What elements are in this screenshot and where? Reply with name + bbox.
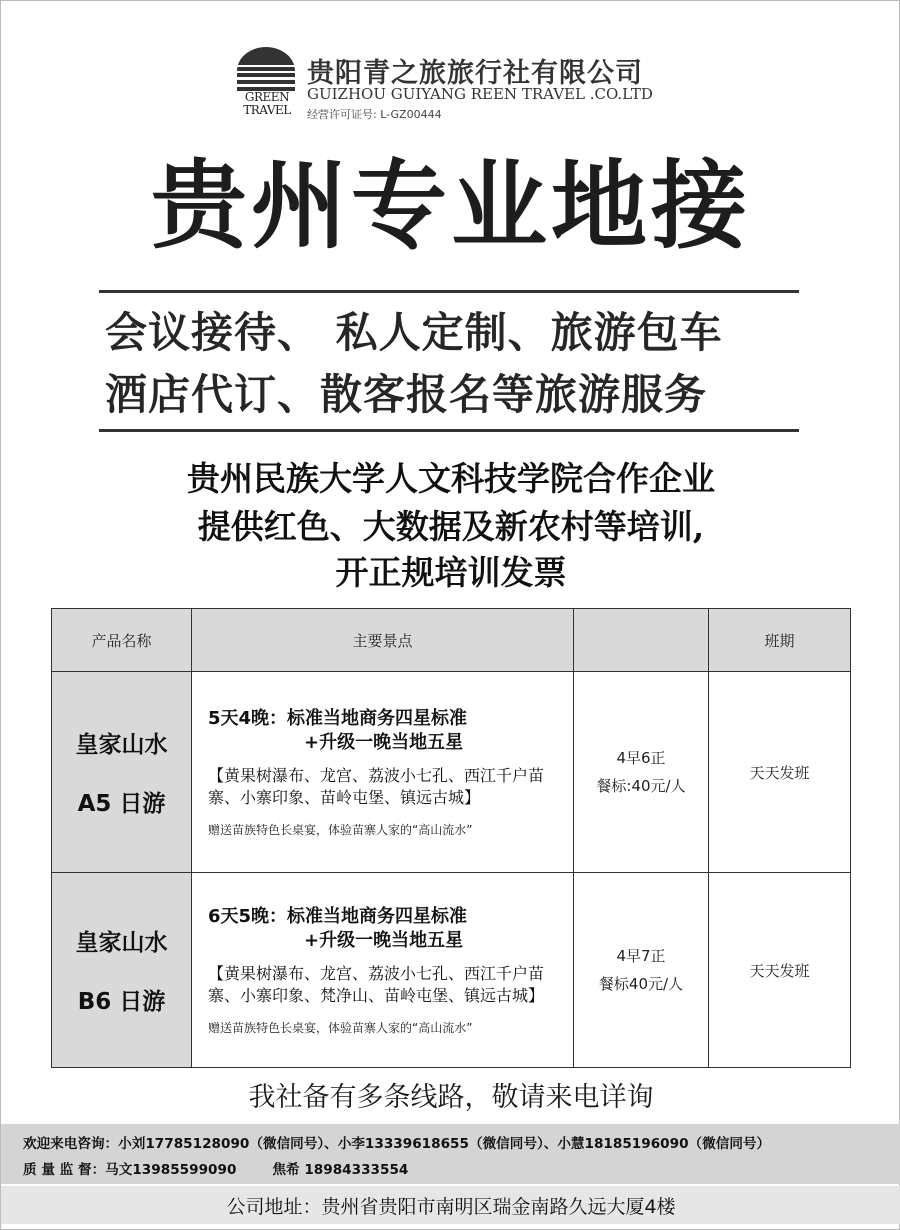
quality-supervision	[23, 1158, 408, 1178]
schedule-cell: 天天发班	[709, 672, 851, 873]
product-code: B6 日游	[77, 989, 166, 1015]
main-title: 贵州专业地接	[151, 150, 751, 262]
divider-bottom	[99, 429, 799, 432]
tour-headline: 5天4晚：标准当地商务四星标准	[208, 707, 468, 729]
meal-count: 4早6正	[616, 749, 666, 767]
logo-text-green: GREEN	[244, 90, 290, 104]
services-line-2: 酒店代订、散客报名等旅游服务	[105, 370, 708, 419]
meal-cell	[574, 672, 709, 873]
product-name: 皇家山水	[75, 732, 168, 758]
meal-count: 4早7正	[616, 947, 666, 965]
sights-cell	[192, 672, 574, 873]
tour-upgrade: +升级一晚当地五星	[304, 731, 464, 753]
table-row	[52, 873, 851, 1068]
product-name-cell	[52, 672, 192, 873]
header-meals	[574, 609, 709, 672]
meal-cell	[574, 873, 709, 1068]
product-table	[51, 608, 851, 1068]
company-logo	[235, 47, 299, 117]
tour-upgrade: +升级一晚当地五星	[304, 929, 464, 951]
sun-logo-icon	[237, 47, 295, 95]
sights-cell	[192, 873, 574, 1068]
product-code: A5 日游	[77, 791, 166, 817]
cooperation-line-3: 开正规培训发票	[335, 553, 567, 592]
product-name-cell	[52, 873, 192, 1068]
header-main-sights: 主要景点	[192, 609, 574, 672]
company-name-cn: 贵阳青之旅旅行社有限公司	[307, 58, 643, 89]
tour-gift: 赠送苗族特色长桌宴，体验苗寨人家的“高山流水”	[208, 822, 473, 837]
logo-text-travel: TRAVEL	[243, 103, 291, 117]
header-schedule: 班期	[709, 609, 851, 672]
table-header-row	[52, 609, 851, 672]
tour-gift: 赠送苗族特色长桌宴，体验苗寨人家的“高山流水”	[208, 1020, 473, 1035]
meal-standard: 餐标:40元/人	[596, 777, 686, 795]
tour-sites: 【黄果树瀑布、龙宫、荔波小七孔、西江千户苗寨、小寨印象、苗岭屯堡、镇远古城】	[208, 765, 545, 807]
schedule-cell: 天天发班	[709, 873, 851, 1068]
contact-phones: 欢迎来电咨询：小刘17785128090（微信同号）、小李13339618655（微信同号）、小慧18185196090（微信同号）	[23, 1136, 771, 1152]
company-name-en: GUIZHOU GUIYANG REEN TRAVEL .CO.LTD	[307, 85, 653, 103]
supervisor-2: 焦希 18984333554	[272, 1162, 409, 1178]
product-name: 皇家山水	[75, 930, 168, 956]
table-row	[52, 672, 851, 873]
divider-top	[99, 290, 799, 293]
tour-sites: 【黄果树瀑布、龙宫、荔波小七孔、西江千户苗寨、小寨印象、梵净山、苗岭屯堡、镇远古城】	[208, 963, 545, 1005]
header-product-name: 产品名称	[52, 609, 192, 672]
meal-standard: 餐标40元/人	[598, 975, 684, 993]
company-address: 公司地址：贵州省贵阳市南明区瑞金南路久远大厦4楼	[226, 1196, 676, 1218]
cooperation-line-2: 提供红色、大数据及新农村等培训,	[197, 507, 705, 546]
license-number: 经营许可证号: L-GZ00444	[307, 108, 442, 121]
supervisor-1: 质 量 监 督：马文13985599090	[23, 1162, 237, 1178]
services-line-1: 会议接待、 私人定制、旅游包车	[105, 308, 723, 357]
tour-headline: 6天5晚：标准当地商务四星标准	[208, 905, 468, 927]
more-routes-note: 我社备有多条线路，敬请来电详询	[248, 1082, 654, 1113]
cooperation-line-1: 贵州民族大学人文科技学院合作企业	[187, 459, 715, 498]
